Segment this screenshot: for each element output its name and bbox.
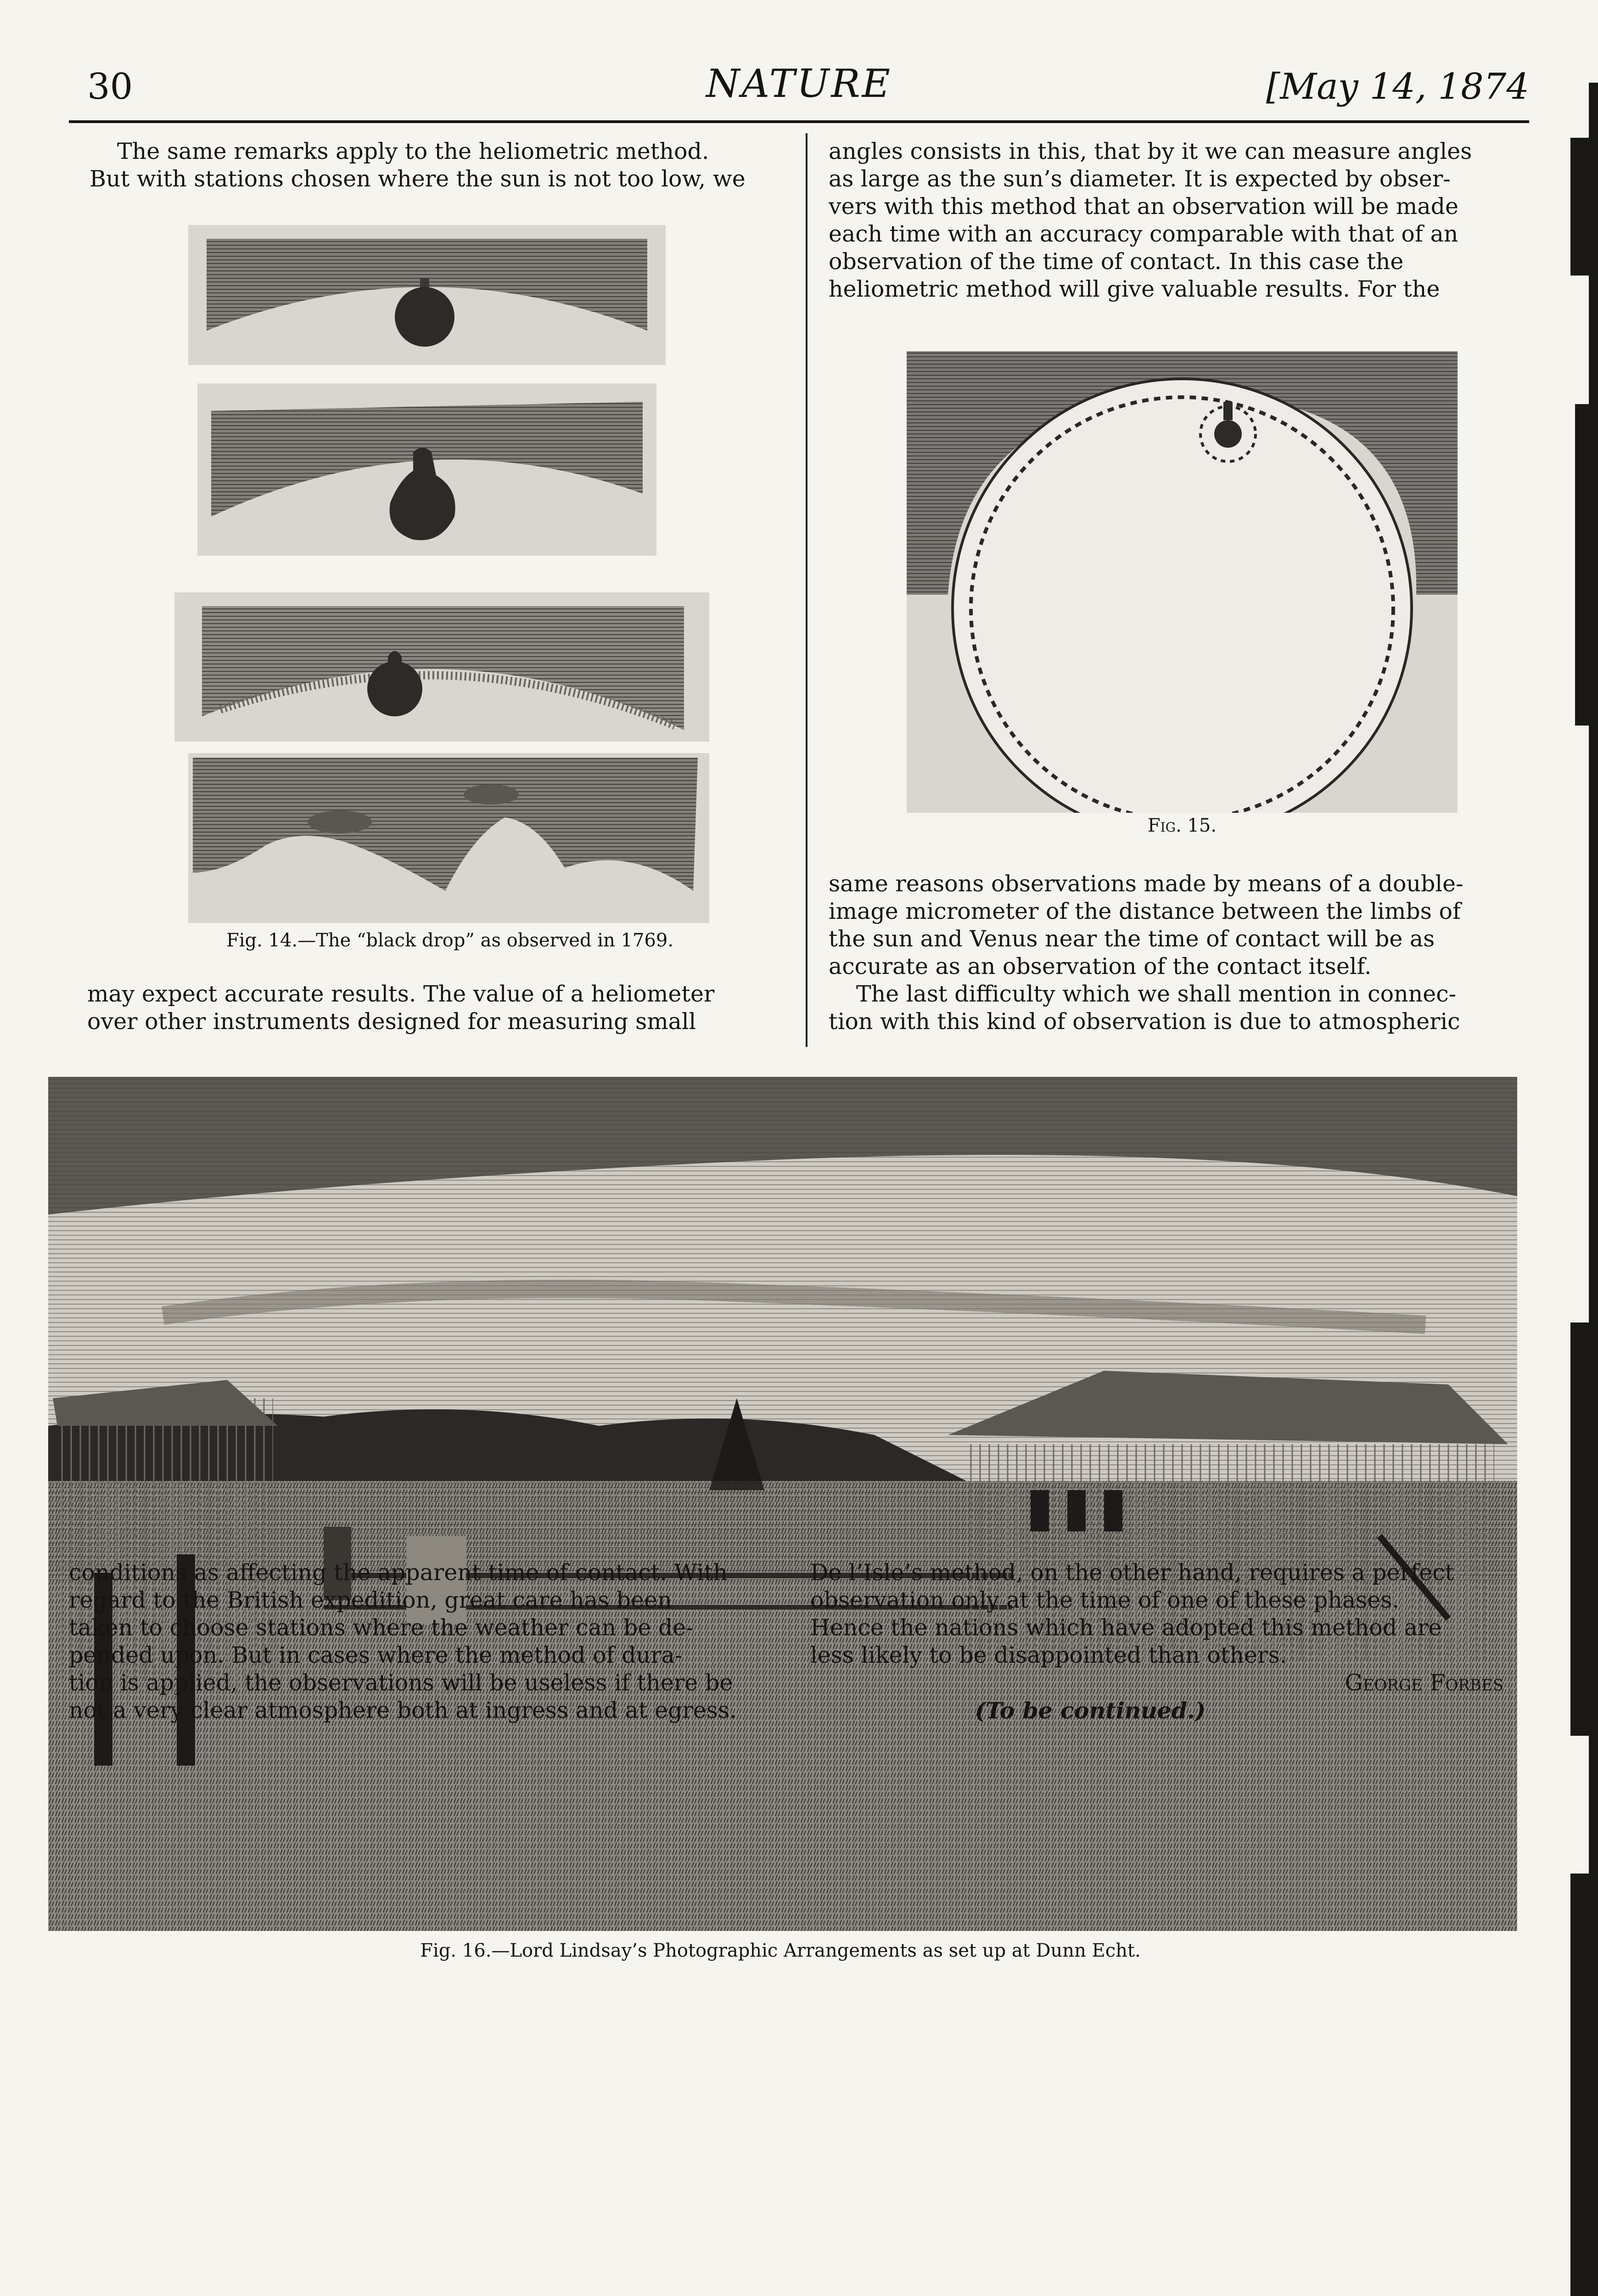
text-line: as large as the sun’s diameter. It is expected by obser- (829, 166, 1451, 192)
text-line: not a very clear atmosphere both at ingress and at egress. (69, 1697, 737, 1723)
fig14-panel-4 (188, 753, 709, 923)
author-name: George Forbes (1345, 1670, 1503, 1696)
text-line: angles consists in this, that by it we can measure angles (829, 138, 1472, 164)
text-line: same reasons observations made by means of a double- (829, 871, 1463, 897)
text-line: over other instruments designed for measuring small (87, 1008, 696, 1035)
fig14-panel-1 (188, 225, 666, 365)
text-line: the sun and Venus near the time of contact will be as (829, 926, 1435, 952)
fig15-caption: Fig. 15. (1147, 815, 1217, 836)
text-line: image micrometer of the distance between the limbs of (829, 898, 1461, 924)
left-bottom-text (69, 1559, 785, 1724)
text-line: may expect accurate results. The value of a heliometer (87, 981, 715, 1007)
text-line: De l’Isle’s method, on the other hand, requires a perfect (810, 1559, 1454, 1586)
fig15-diagram (907, 351, 1458, 813)
text-line: Hence the nations which have adopted this method are (810, 1615, 1442, 1641)
text-line: regard to the British expedition, great care has been (69, 1587, 672, 1613)
journal-title: NATURE (706, 61, 892, 106)
column-divider-top (806, 133, 807, 1047)
continued-note: (To be continued.) (975, 1697, 1206, 1724)
text-line: vers with this method that an observation will be made (829, 193, 1458, 219)
text-line: conditions as affecting the apparent time of contact. With (69, 1559, 728, 1586)
fig14-panel-3 (174, 592, 709, 742)
text-line: tion with this kind of observation is due to atmospheric (829, 1008, 1460, 1035)
header-rule (69, 120, 1529, 123)
fig14-caption: Fig. 14.—The “black drop” as observed in 1769. (226, 930, 674, 951)
text-line: But with stations chosen where the sun is not too low, we (90, 166, 746, 192)
fig16-engraving (48, 1077, 1517, 1931)
text-line: The last difficulty which we shall mention in connec- (856, 981, 1457, 1007)
right-top-text (829, 138, 1536, 303)
fig16-caption: Fig. 16.—Lord Lindsay’s Photographic Arrangements as set up at Dunn Echt. (420, 1940, 1141, 1961)
issue-date: [May 14, 1874 (1266, 66, 1529, 107)
page-number: 30 (87, 66, 133, 107)
text-line: observation only at the time of one of these phases. (810, 1587, 1400, 1613)
left-mid-text (87, 980, 790, 1035)
scan-edge (1570, 83, 1598, 2296)
text-line: tion is applied, the observations will be useless if there be (69, 1670, 733, 1696)
text-line: accurate as an observation of the contact itself. (829, 953, 1372, 979)
text-line: observation of the time of contact. In this case the (829, 248, 1404, 275)
text-line: taken to choose stations where the weather can be de- (69, 1615, 694, 1641)
text-line: each time with an accuracy comparable with that of an (829, 221, 1458, 247)
left-top-text (90, 138, 806, 193)
right-mid-text (829, 870, 1536, 1035)
text-line: pended upon. But in cases where the method of dura- (69, 1642, 683, 1668)
text-line: less likely to be disappointed than others. (810, 1642, 1287, 1668)
right-bottom-text (810, 1559, 1508, 1724)
text-line: The same remarks apply to the heliometric method. (117, 138, 709, 164)
text-line: heliometric method will give valuable results. For the (829, 276, 1440, 302)
fig14-panel-2 (197, 383, 656, 556)
